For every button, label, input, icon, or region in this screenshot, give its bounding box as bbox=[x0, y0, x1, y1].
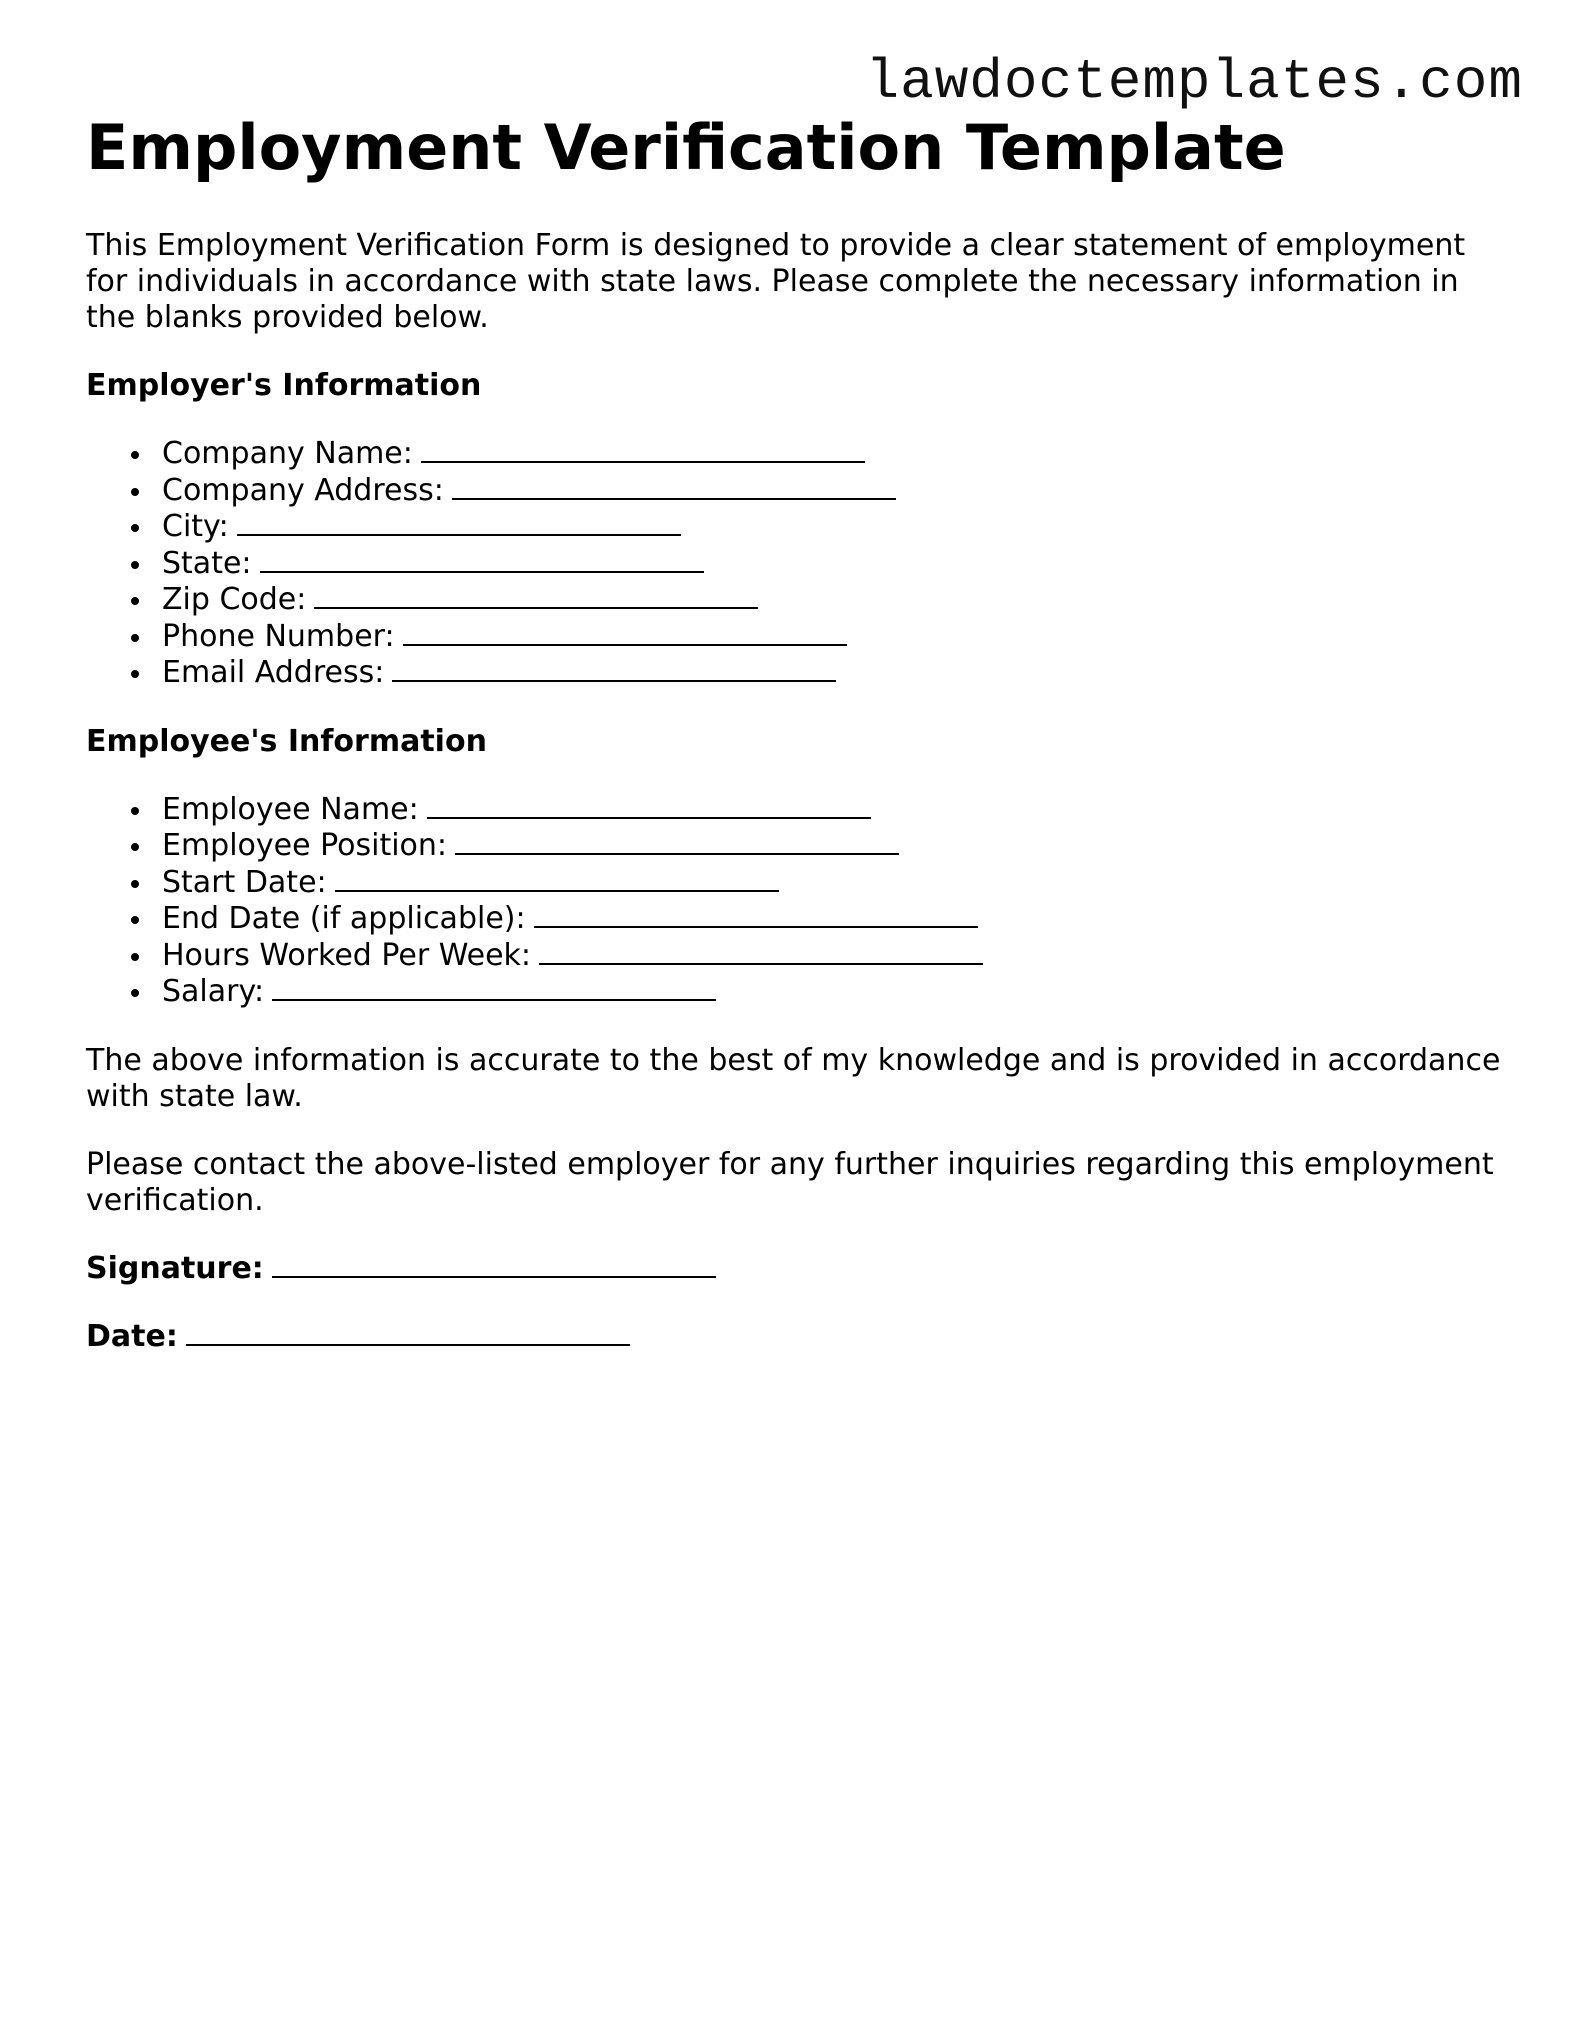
employee-field-end-date bbox=[162, 901, 1506, 938]
field-label: Company Name: bbox=[162, 436, 413, 471]
start-date-blank[interactable] bbox=[335, 868, 779, 892]
employee-field-hours-per-week bbox=[162, 938, 1506, 975]
document-body bbox=[86, 112, 1506, 1355]
company-address-blank[interactable] bbox=[452, 476, 896, 500]
employee-field-salary bbox=[162, 974, 1506, 1011]
field-label: Email Address: bbox=[162, 655, 385, 690]
field-label: Employee Name: bbox=[162, 791, 419, 827]
field-label: Phone Number: bbox=[162, 618, 395, 654]
zip-code-blank[interactable] bbox=[314, 585, 758, 609]
employee-field-employee-position bbox=[162, 828, 1506, 865]
date-line bbox=[86, 1319, 1506, 1355]
employee-position-blank[interactable] bbox=[455, 831, 899, 855]
employer-field-company-address bbox=[162, 473, 1506, 510]
intro-paragraph: This Employment Verification Form is designed to provide a clear statement of employment for individuals in accordance with state laws. Please complete the necessary information in the blanks provided below. bbox=[86, 228, 1466, 335]
city-blank[interactable] bbox=[237, 512, 681, 536]
accuracy-statement: The above information is accurate to the best of my knowledge and is provided in accordance with state law. bbox=[86, 1042, 1501, 1114]
field-label: City: bbox=[162, 509, 229, 544]
watermark: lawdoctemplates.com bbox=[865, 50, 1523, 114]
field-label: End Date (if applicable): bbox=[162, 901, 526, 936]
employee-name-blank[interactable] bbox=[427, 795, 871, 819]
signature-line bbox=[86, 1251, 1506, 1287]
field-label: State: bbox=[162, 545, 252, 581]
employer-field-city bbox=[162, 509, 1506, 546]
field-label: Zip Code: bbox=[162, 582, 307, 617]
employer-field-list bbox=[86, 436, 1506, 692]
end-date-blank[interactable] bbox=[534, 904, 978, 928]
employee-section-heading: Employee's Information bbox=[86, 723, 487, 759]
employee-field-list bbox=[86, 792, 1506, 1011]
field-label: Start Date: bbox=[162, 864, 327, 900]
email-address-blank[interactable] bbox=[392, 658, 836, 682]
state-blank[interactable] bbox=[260, 549, 704, 573]
employer-field-company-name bbox=[162, 436, 1506, 473]
contact-statement: Please contact the above-listed employer for any further inquiries regarding this employment verification. bbox=[86, 1146, 1494, 1218]
date-label: Date: bbox=[86, 1318, 178, 1354]
signature-label: Signature: bbox=[86, 1250, 264, 1286]
employer-field-state bbox=[162, 546, 1506, 583]
date-blank[interactable] bbox=[186, 1322, 630, 1346]
salary-blank[interactable] bbox=[272, 977, 716, 1001]
employer-field-zip-code bbox=[162, 582, 1506, 619]
employee-field-employee-name bbox=[162, 792, 1506, 829]
phone-number-blank[interactable] bbox=[403, 622, 847, 646]
employer-section-heading: Employer's Information bbox=[86, 368, 482, 403]
field-label: Salary: bbox=[162, 974, 265, 1009]
hours-per-week-blank[interactable] bbox=[539, 941, 983, 965]
employer-field-email-address bbox=[162, 655, 1506, 692]
field-label: Employee Position: bbox=[162, 828, 448, 863]
employee-field-start-date bbox=[162, 865, 1506, 902]
document-title: Employment Verification Template bbox=[86, 111, 1286, 184]
company-name-blank[interactable] bbox=[421, 439, 865, 463]
field-label: Company Address: bbox=[162, 472, 444, 508]
employer-field-phone-number bbox=[162, 619, 1506, 656]
field-label: Hours Worked Per Week: bbox=[162, 937, 532, 973]
signature-blank[interactable] bbox=[272, 1254, 716, 1278]
